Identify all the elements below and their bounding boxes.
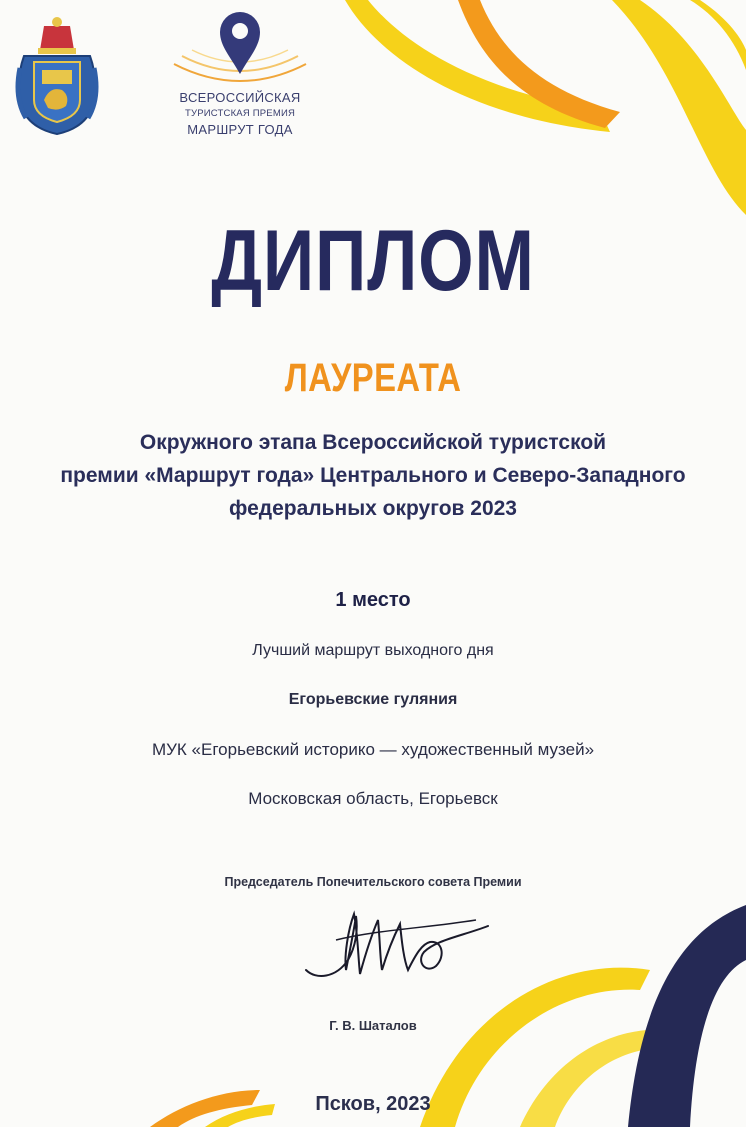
nomination: Лучший маршрут выходного дня [252, 642, 494, 659]
event-line-3: федеральных округов 2023 [228, 497, 517, 520]
logo-line-3: МАРШРУТ ГОДА [187, 122, 293, 137]
map-pin-icon [170, 2, 310, 86]
logo-line-1: ВСЕРОССИЙСКАЯ [179, 90, 301, 105]
pskov-coat-of-arms-icon [14, 8, 100, 136]
signatory-position: Председатель Попечительского совета Премии [224, 875, 522, 889]
diploma-subtitle: ЛАУРЕАТА [284, 356, 462, 400]
signatory-name: Г. В. Шаталов [329, 1018, 417, 1033]
event-line-2: премии «Маршрут года» Центрального и Северо-Западного [60, 464, 686, 487]
city-year: Псков, 2023 [315, 1093, 431, 1115]
route-name: Егорьевские гуляния [288, 691, 458, 708]
award-logo-text [170, 90, 310, 138]
logo-line-2: ТУРИСТСКАЯ ПРЕМИЯ [184, 108, 296, 119]
diploma-title: ДИПЛОМ [211, 213, 535, 309]
event-line-1: Окружного этапа Всероссийской туристской [139, 431, 607, 454]
region: Московская область, Егорьевск [248, 789, 498, 808]
place-label: 1 место [335, 589, 411, 611]
organization: МУК «Егорьевский историко — художественный музей» [151, 740, 595, 759]
event-description [60, 426, 686, 525]
handwritten-signature [296, 900, 496, 990]
